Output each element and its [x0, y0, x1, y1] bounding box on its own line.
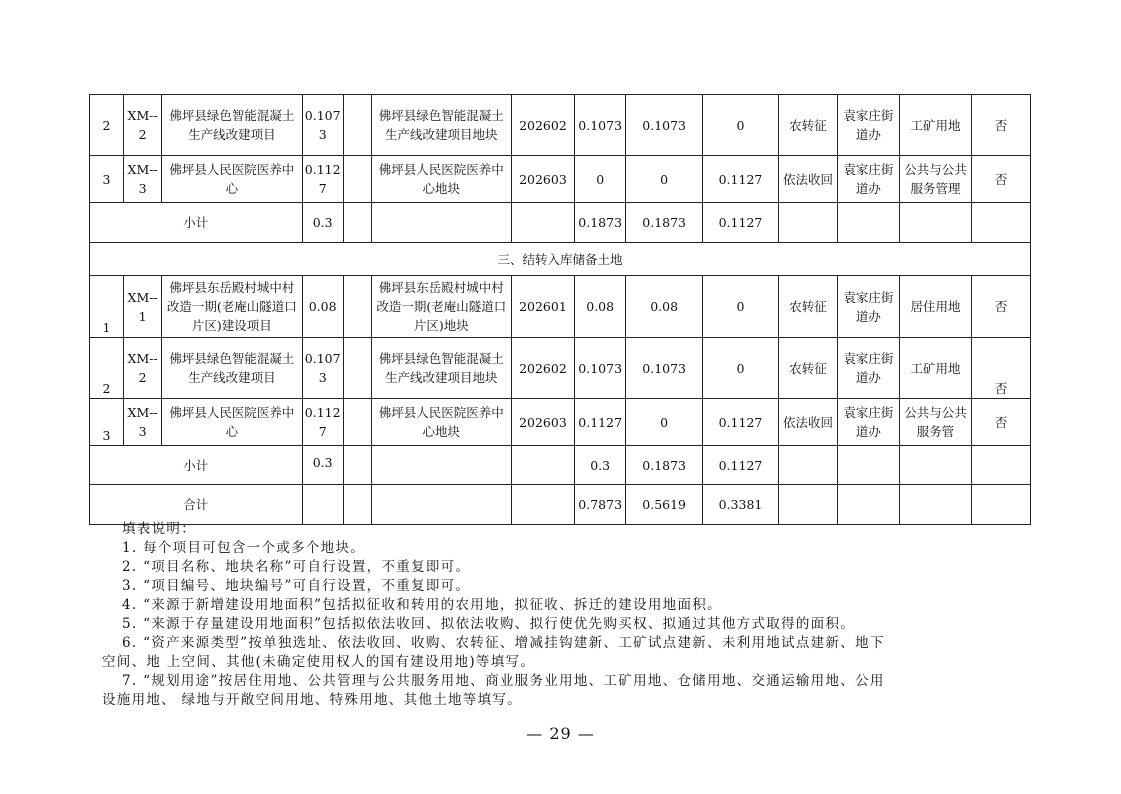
plot-code-cell: 202603 — [511, 156, 574, 203]
flag-cell: 否 — [972, 276, 1031, 338]
blank-cell — [779, 446, 838, 485]
instructions-heading: 填表说明： — [122, 521, 196, 537]
subtotal-area-cell: 0.3 — [302, 203, 343, 243]
subtotal-area-cell: 0.3 — [302, 446, 343, 485]
seq-cell: 2 — [90, 95, 124, 156]
subtotal-stock-land-cell: 0.1127 — [702, 203, 778, 243]
blank-cell — [343, 156, 371, 203]
total-label: 合计 — [90, 485, 303, 525]
subtotal-plot-area-cell: 0.1873 — [574, 203, 626, 243]
table-row — [90, 95, 1031, 156]
seq-cell: 3 — [90, 399, 124, 446]
instruction-line: 3. “项目编号、地块编号”可自行设置，不重复即可。 — [122, 578, 471, 594]
blank-cell — [371, 485, 511, 525]
page-number: — 29 — — [526, 724, 595, 743]
project-code-cell: XM--3 — [124, 156, 162, 203]
project-code-cell: XM--1 — [124, 276, 162, 338]
subtotal-label: 小计 — [90, 203, 303, 243]
flag-cell: 否 — [972, 338, 1031, 399]
project-name-cell: 佛坪县绿色智能混凝土生产线改建项目 — [162, 95, 302, 156]
blank-cell — [511, 203, 574, 243]
plot-name-cell: 佛坪县东岳殿村城中村改造一期(老庵山隧道口片区)地块 — [371, 276, 511, 338]
new-land-area-cell: 0 — [626, 156, 702, 203]
blank-cell — [779, 485, 838, 525]
plot-name-cell: 佛坪县绿色智能混凝土生产线改建项目地块 — [371, 338, 511, 399]
total-new-land-cell: 0.5619 — [626, 485, 702, 525]
source-type-cell: 依法收回 — [779, 399, 838, 446]
plot-code-cell: 202602 — [511, 338, 574, 399]
instruction-line: 5. “来源于存量建设用地面积”包括拟依法收回、拟依法收购、拟行使优先购买权、拟通过其他方式取得的面积。 — [122, 616, 856, 632]
planned-use-cell: 工矿用地 — [899, 95, 971, 156]
table-row — [90, 276, 1031, 338]
instruction-line: 6. “资产来源类型”按单独选址、依法收回、收购、农转征、增减挂钩建新、工矿试点建新、未利用地试点建新、地下 — [122, 635, 885, 651]
project-code-cell: XM--2 — [124, 338, 162, 399]
table-row — [90, 338, 1031, 399]
subtotal-new-land-cell: 0.1873 — [626, 203, 702, 243]
project-name-cell: 佛坪县人民医院医养中心 — [162, 399, 302, 446]
blank-cell — [779, 203, 838, 243]
project-area-cell: 0.1073 — [302, 95, 343, 156]
section-header-row — [90, 243, 1031, 276]
project-name-cell: 佛坪县东岳殿村城中村改造一期(老庵山隧道口片区)建设项目 — [162, 276, 302, 338]
plot-code-cell: 202603 — [511, 399, 574, 446]
plot-area-cell: 0.1073 — [574, 338, 626, 399]
stock-land-area-cell: 0.1127 — [702, 156, 778, 203]
project-area-cell: 0.1127 — [302, 156, 343, 203]
blank-cell — [371, 446, 511, 485]
blank-cell — [343, 485, 371, 525]
source-type-cell: 农转征 — [779, 276, 838, 338]
planned-use-cell: 公共与公共服务管 — [899, 399, 971, 446]
land-reserve-table — [89, 94, 1031, 525]
instruction-line: 1. 每个项目可包含一个或多个地块。 — [122, 540, 366, 556]
blank-cell — [343, 95, 371, 156]
location-cell: 袁家庄街道办 — [837, 399, 899, 446]
location-cell: 袁家庄街道办 — [837, 95, 899, 156]
new-land-area-cell: 0.1073 — [626, 338, 702, 399]
source-type-cell: 农转征 — [779, 338, 838, 399]
planned-use-cell: 居住用地 — [899, 276, 971, 338]
source-type-cell: 依法收回 — [779, 156, 838, 203]
project-area-cell: 0.1073 — [302, 338, 343, 399]
new-land-area-cell: 0.1073 — [626, 95, 702, 156]
planned-use-cell: 公共与公共服务管理 — [899, 156, 971, 203]
plot-area-cell: 0.08 — [574, 276, 626, 338]
subtotal-row — [90, 446, 1031, 485]
plot-code-cell: 202601 — [511, 276, 574, 338]
blank-cell — [899, 446, 971, 485]
total-stock-land-cell: 0.3381 — [702, 485, 778, 525]
project-code-cell: XM--2 — [124, 95, 162, 156]
blank-cell — [302, 485, 343, 525]
blank-cell — [972, 203, 1031, 243]
total-row — [90, 485, 1031, 525]
subtotal-plot-area-cell: 0.3 — [574, 446, 626, 485]
plot-area-cell: 0 — [574, 156, 626, 203]
project-area-cell: 0.08 — [302, 276, 343, 338]
blank-cell — [972, 446, 1031, 485]
project-code-cell: XM--3 — [124, 399, 162, 446]
blank-cell — [899, 203, 971, 243]
seq-cell: 2 — [90, 338, 124, 399]
blank-cell — [343, 276, 371, 338]
blank-cell — [343, 338, 371, 399]
flag-cell: 否 — [972, 399, 1031, 446]
plot-area-cell: 0.1073 — [574, 95, 626, 156]
blank-cell — [343, 399, 371, 446]
location-cell: 袁家庄街道办 — [837, 338, 899, 399]
blank-cell — [972, 485, 1031, 525]
plot-name-cell: 佛坪县人民医院医养中心地块 — [371, 399, 511, 446]
location-cell: 袁家庄街道办 — [837, 276, 899, 338]
filling-instructions — [102, 520, 1032, 710]
blank-cell — [343, 203, 371, 243]
plot-name-cell: 佛坪县绿色智能混凝土生产线改建项目地块 — [371, 95, 511, 156]
blank-cell — [837, 446, 899, 485]
project-name-cell: 佛坪县人民医院医养中心 — [162, 156, 302, 203]
subtotal-new-land-cell: 0.1873 — [626, 446, 702, 485]
subtotal-row — [90, 203, 1031, 243]
flag-cell: 否 — [972, 95, 1031, 156]
table-row — [90, 399, 1031, 446]
instruction-line: 2. “项目名称、地块名称”可自行设置，不重复即可。 — [122, 559, 471, 575]
source-type-cell: 农转征 — [779, 95, 838, 156]
seq-cell: 1 — [90, 276, 124, 338]
plot-area-cell: 0.1127 — [574, 399, 626, 446]
total-plot-area-cell: 0.7873 — [574, 485, 626, 525]
stock-land-area-cell: 0 — [702, 95, 778, 156]
project-area-cell: 0.1127 — [302, 399, 343, 446]
plot-code-cell: 202602 — [511, 95, 574, 156]
instruction-line: 空间、地 上空间、其他(未确定使用权人的国有建设用地)等填写。 — [102, 654, 536, 670]
planned-use-cell: 工矿用地 — [899, 338, 971, 399]
table-row — [90, 156, 1031, 203]
stock-land-area-cell: 0 — [702, 276, 778, 338]
subtotal-label: 小计 — [90, 446, 303, 485]
seq-cell: 3 — [90, 156, 124, 203]
blank-cell — [837, 203, 899, 243]
instruction-line: 7. “规划用途”按居住用地、公共管理与公共服务用地、商业服务业用地、工矿用地、仓储用地、交通运输用地、公用 — [122, 673, 885, 689]
instruction-line: 4. “来源于新增建设用地面积”包括拟征收和转用的农用地，拟征收、拆迁的建设用地面积。 — [122, 597, 722, 613]
blank-cell — [511, 485, 574, 525]
stock-land-area-cell: 0 — [702, 338, 778, 399]
blank-cell — [371, 203, 511, 243]
blank-cell — [511, 446, 574, 485]
flag-cell: 否 — [972, 156, 1031, 203]
new-land-area-cell: 0.08 — [626, 276, 702, 338]
blank-cell — [899, 485, 971, 525]
project-name-cell: 佛坪县绿色智能混凝土生产线改建项目 — [162, 338, 302, 399]
instruction-line: 设施用地、 绿地与开敞空间用地、特殊用地、其他土地等填写。 — [102, 692, 522, 708]
blank-cell — [343, 446, 371, 485]
stock-land-area-cell: 0.1127 — [702, 399, 778, 446]
blank-cell — [837, 485, 899, 525]
plot-name-cell: 佛坪县人民医院医养中心地块 — [371, 156, 511, 203]
new-land-area-cell: 0 — [626, 399, 702, 446]
location-cell: 袁家庄街道办 — [837, 156, 899, 203]
section-header: 三、结转入库储备土地 — [90, 243, 1031, 276]
subtotal-stock-land-cell: 0.1127 — [702, 446, 778, 485]
